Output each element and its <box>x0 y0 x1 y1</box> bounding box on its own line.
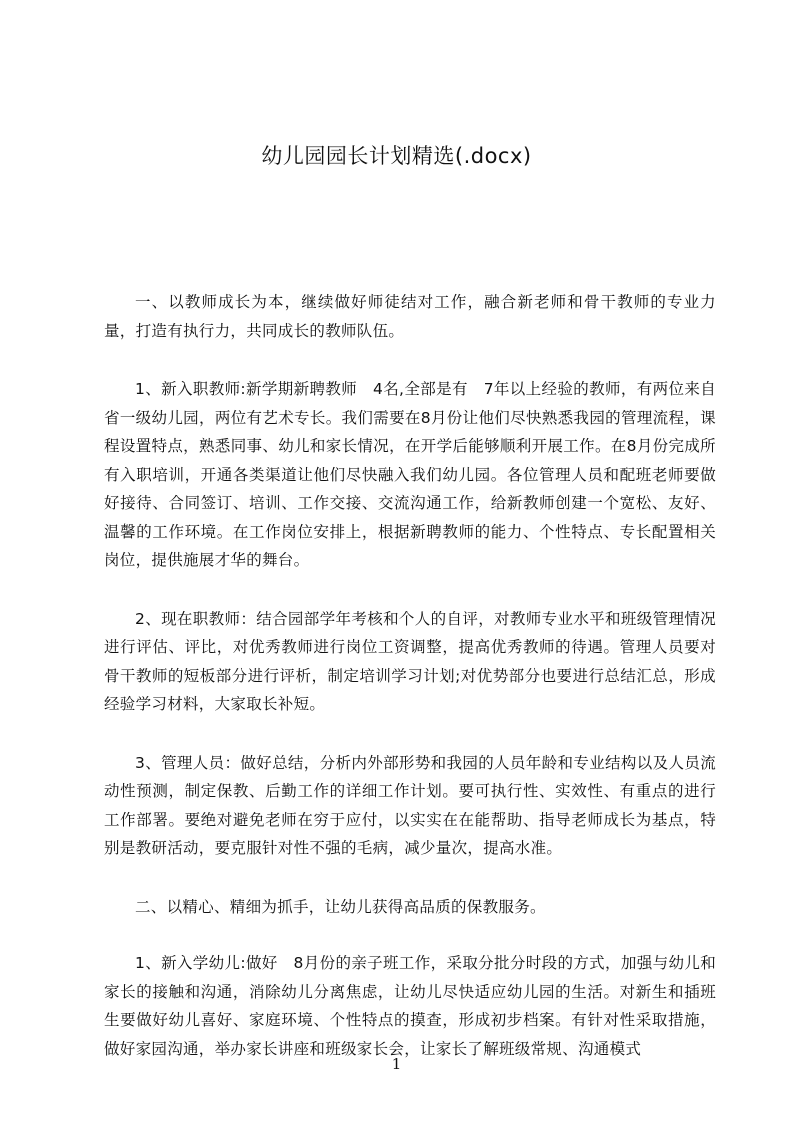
document-title: 幼儿园园长计划精选(.docx) <box>261 144 532 168</box>
document-body <box>104 288 716 1093</box>
section-one-heading-paragraph: 一、以教师成长为本，继续做好师徒结对工作，融合新老师和骨干教师的专业力量，打造有执行力，共同成长的教师队伍。 <box>104 293 716 340</box>
new-teachers-paragraph: 1、新入职教师:新学期新聘教师 4名,全部是有 7年以上经验的教师，有两位来自省一级幼儿园，两位有艺术专长。我们需要在8月份让他们尽快熟悉我园的管理流程，课程设置特点，熟悉同事、幼儿和家长情况，在开学后能够顺利开展工作。在8月份完成所有入职培训，开通各类渠道让他们尽快融入我们幼儿园。各位管理人员和配班老师要做好接待、合同签订、培训、工作交接、交流沟通工作，给新教师创建一个宽松、友好、温馨的工作环境。在工作岗位安排上，根据新聘教师的能力、个性特点、专长配置相关岗位，提供施展才华的舞台。 <box>104 380 716 569</box>
page-number: 1 <box>391 1055 402 1073</box>
new-children-paragraph: 1、新入学幼儿:做好 8月份的亲子班工作，采取分批分时段的方式，加强与幼儿和家长的接触和沟通，消除幼儿分离焦虑，让幼儿尽快适应幼儿园的生活。对新生和插班生要做好幼儿喜好、家庭环境、个性特点的摸查，形成初步档案。有针对性采取措施，做好家园沟通，举办家长讲座和班级家长会，让家长了解班级常规、沟通模式 <box>104 954 716 1058</box>
section-two-heading-paragraph: 二、以精心、精细为抓手，让幼儿获得高品质的保教服务。 <box>135 897 546 916</box>
current-teachers-paragraph: 2、现在职教师：结合园部学年考核和个人的自评，对教师专业水平和班级管理情况进行评估、评比，对优秀教师进行岗位工资调整，提高优秀教师的待遇。管理人员要对骨干教师的短板部分进行评析，制定培训学习计划;对优势部分也要进行总结汇总，形成经验学习材料，大家取长补短。 <box>104 609 716 713</box>
management-staff-paragraph: 3、管理人员：做好总结，分析内外部形势和我园的人员年龄和专业结构以及人员流动性预测，制定保教、后勤工作的详细工作计划。要可执行性、实效性、有重点的进行工作部署。要绝对避免老师在穷于应付，以实实在在能帮助、指导老师成长为基点，特别是教研活动，要克服针对性不强的毛病，减少量次，提高水准。 <box>104 753 716 857</box>
